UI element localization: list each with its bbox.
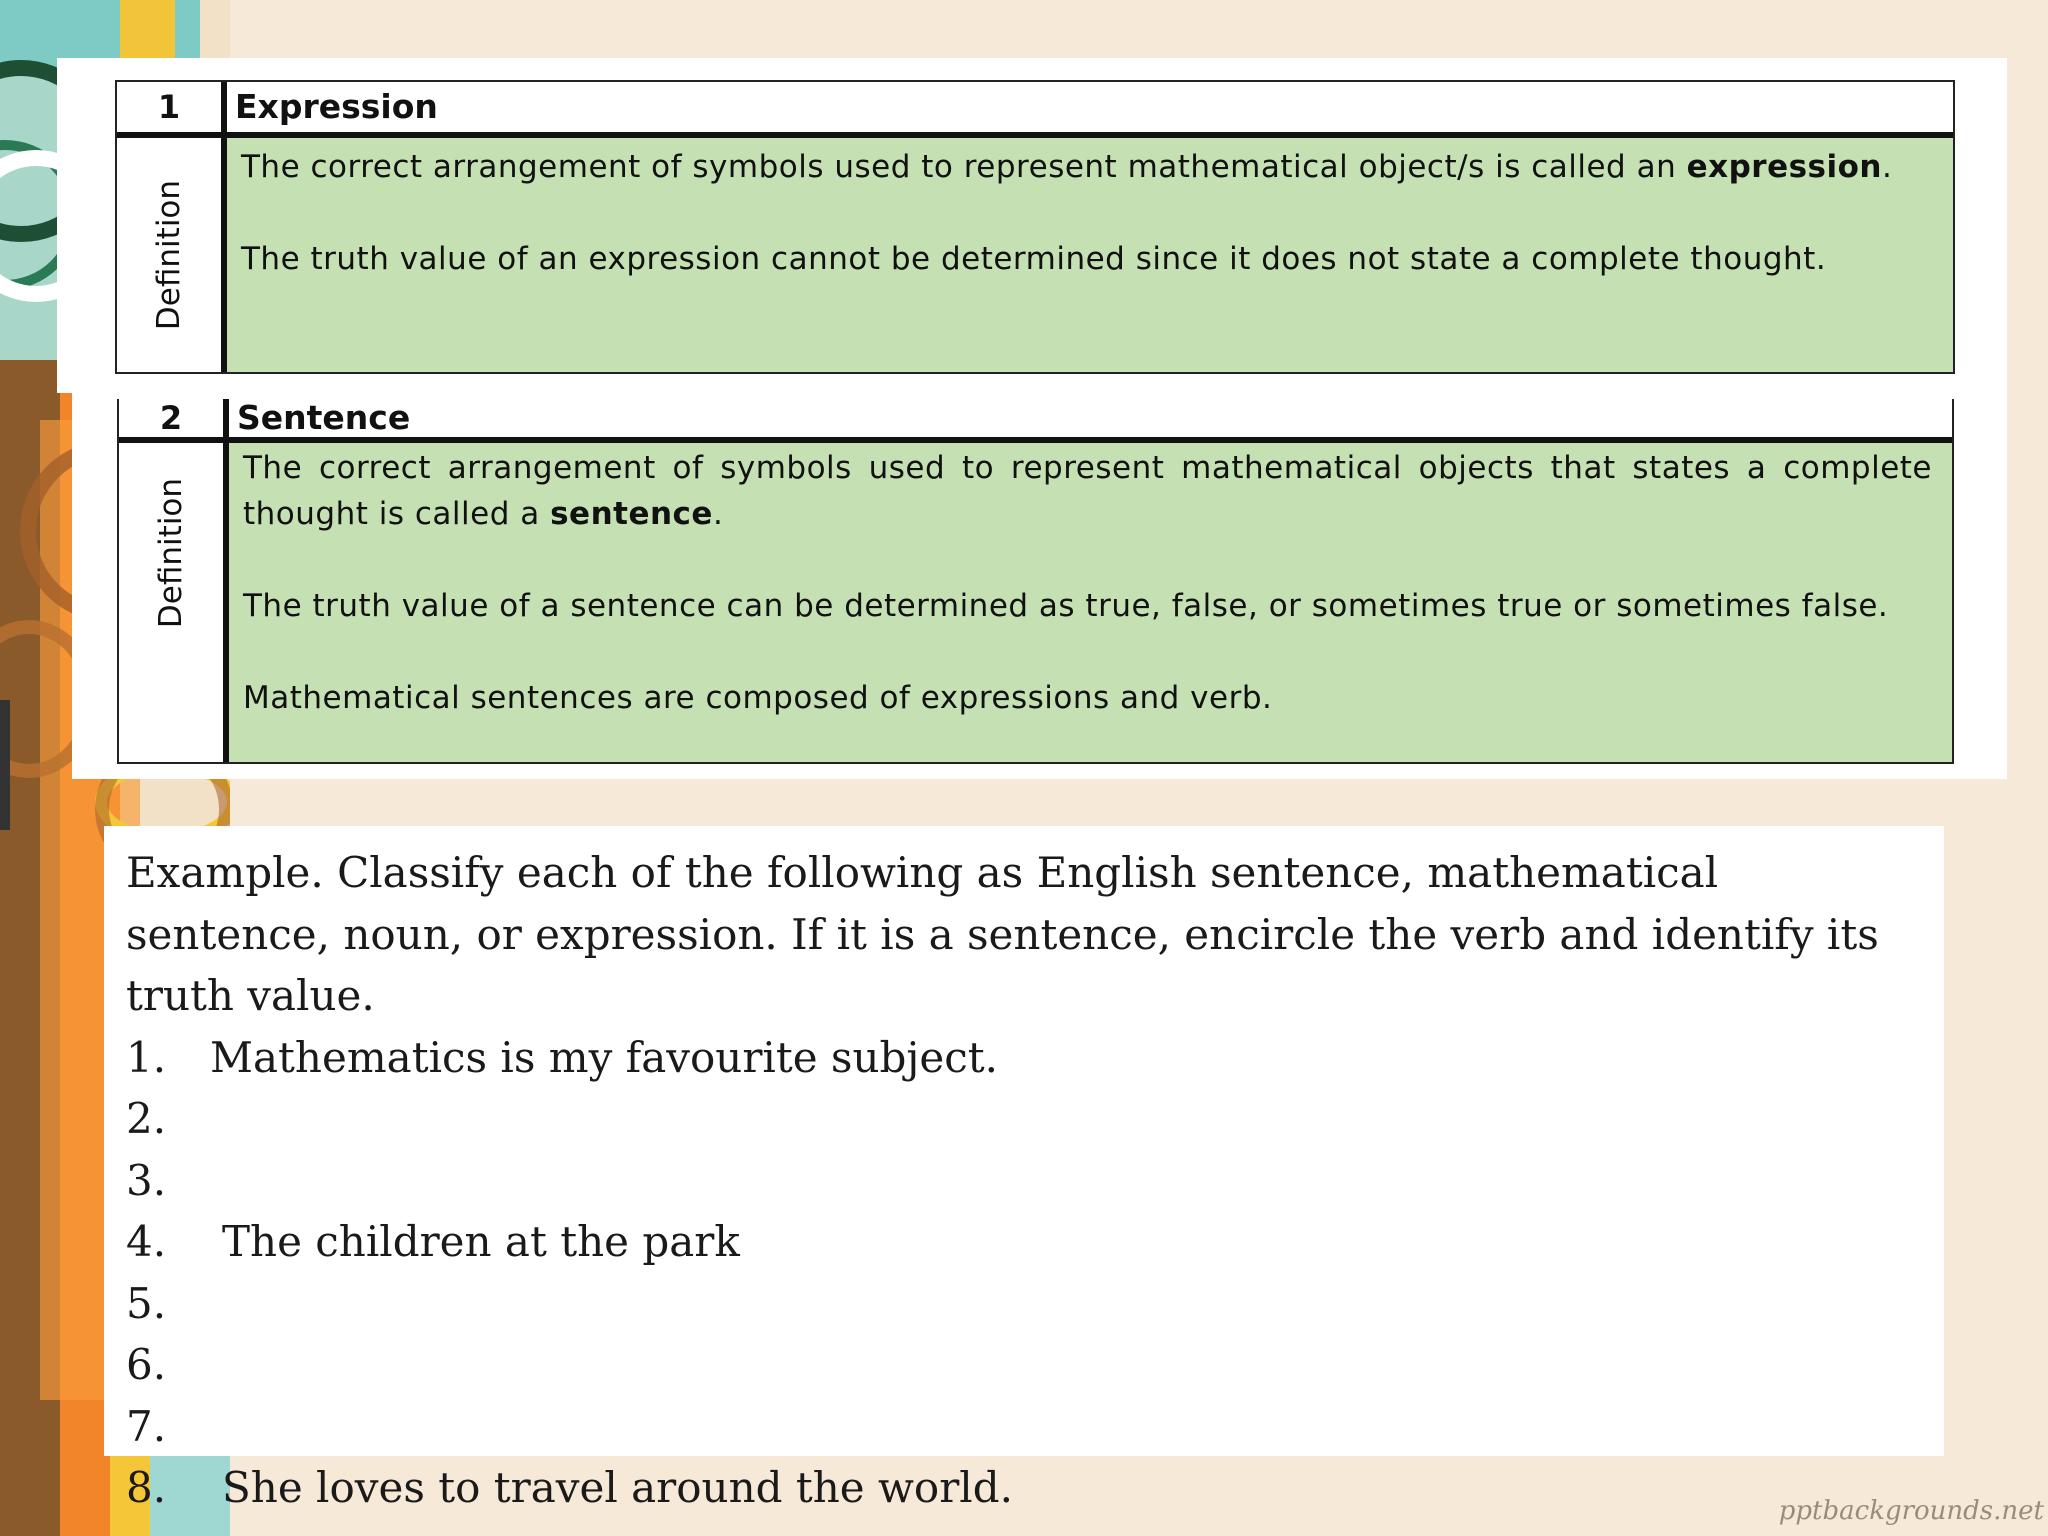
sentence-definition-p1: The correct arrangement of symbols used to represent mathematical objects that states a complete thought is called a sentence.: [243, 450, 1932, 532]
list-item: 8. She loves to travel around the world.: [126, 1463, 1013, 1512]
expression-definition-label: Definition: [151, 179, 187, 331]
list-item: 7.: [126, 1401, 167, 1451]
expression-table-frame: [115, 80, 1955, 374]
sentence-number: 2: [159, 399, 183, 437]
list-item: 6.: [126, 1340, 167, 1389]
example-box: [104, 826, 1944, 1512]
expression-definition: [227, 138, 1953, 372]
expression-heading: Expression: [235, 87, 438, 126]
expression-table: [57, 58, 2007, 393]
example-intro: Example. Classify each of the following as English sentence, mathematical sentence, noun, or expression. If it is a sentence, encircle the verb and identify its truth value.: [126, 848, 1879, 1020]
watermark: pptbackgrounds.net: [1778, 1496, 2044, 1526]
sentence-table-frame: [117, 399, 1954, 764]
list-item: 3.: [126, 1155, 167, 1205]
sentence-definition-label: Definition: [153, 477, 189, 629]
expression-definition-p2: The truth value of an expression cannot be determined since it does not state a complete thought.: [241, 241, 1827, 277]
expression-definition-p1: The correct arrangement of symbols used to represent mathematical object/s is called an expression.: [241, 149, 1893, 185]
list-item: 5.: [126, 1278, 167, 1328]
list-item: 4. The children at the park: [126, 1217, 740, 1266]
list-item: 2.: [126, 1094, 167, 1143]
expression-number: 1: [157, 88, 181, 126]
sentence-definition-p3: Mathematical sentences are composed of expressions and verb.: [243, 680, 1273, 716]
sentence-definition: [229, 443, 1952, 762]
sentence-table: [72, 393, 2007, 779]
sentence-heading: Sentence: [237, 398, 411, 437]
list-item: 1. Mathematics is my favourite subject.: [126, 1032, 999, 1082]
sentence-definition-p2: The truth value of a sentence can be determined as true, false, or sometimes true or sometimes false.: [243, 588, 1889, 624]
